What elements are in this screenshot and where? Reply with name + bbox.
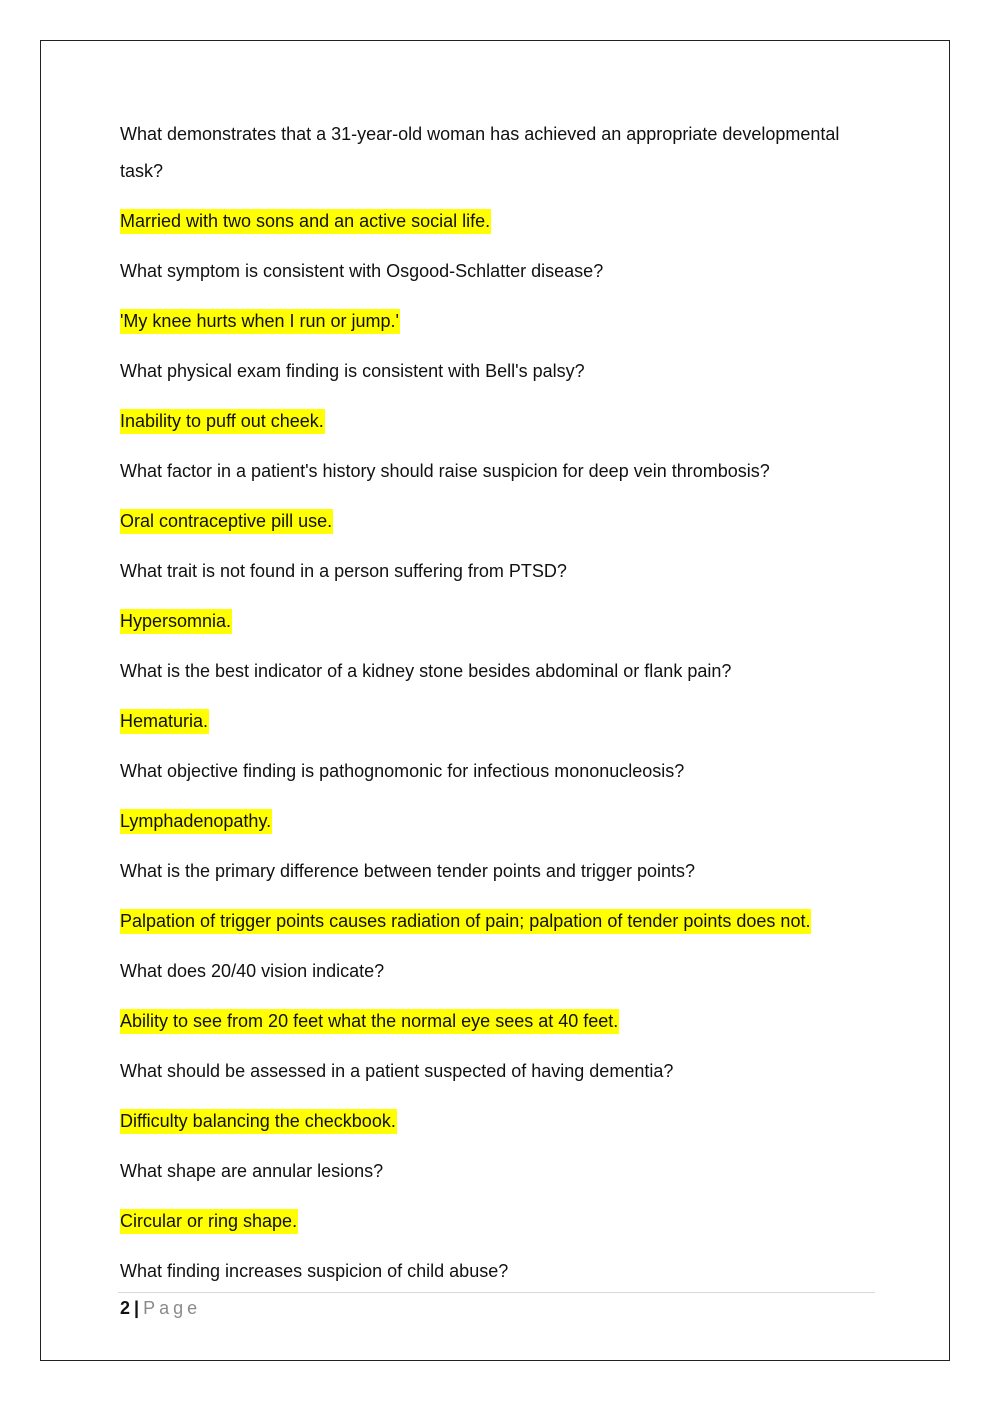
answer-text (120, 203, 880, 240)
question-text: What trait is not found in a person suffering from PTSD? (120, 561, 567, 581)
answer-text (120, 1103, 880, 1140)
question-text: What physical exam finding is consistent with Bell's palsy? (120, 361, 585, 381)
page-footer (120, 1296, 201, 1320)
answer-highlight: Circular or ring shape. (120, 1209, 298, 1234)
answer-highlight: Married with two sons and an active social life. (120, 209, 491, 234)
footer-divider (118, 1292, 875, 1293)
answer-highlight: Hematuria. (120, 709, 209, 734)
answer-highlight: 'My knee hurts when I run or jump.' (120, 309, 400, 334)
answer-text (120, 703, 880, 740)
page-label: Page (143, 1298, 202, 1318)
question-text: What factor in a patient's history should raise suspicion for deep vein thrombosis? (120, 461, 770, 481)
page-number: 2 (120, 1298, 131, 1318)
question-text: What finding increases suspicion of child abuse? (120, 1261, 509, 1281)
answer-text (120, 903, 880, 940)
answer-highlight: Inability to puff out cheek. (120, 409, 325, 434)
question-text: What should be assessed in a patient suspected of having dementia? (120, 1061, 674, 1081)
answer-highlight: Difficulty balancing the checkbook. (120, 1109, 397, 1134)
answer-text (120, 803, 880, 840)
question-text: What does 20/40 vision indicate? (120, 961, 385, 981)
question-text: What is the primary difference between tender points and trigger points? (120, 861, 695, 881)
question-text: What is the best indicator of a kidney stone besides abdominal or flank pain? (120, 661, 732, 681)
question-text: What objective finding is pathognomonic for infectious mononucleosis? (120, 761, 685, 781)
question-text: What symptom is consistent with Osgood-Schlatter disease? (120, 261, 604, 281)
footer-separator: | (134, 1298, 140, 1318)
answer-highlight: Ability to see from 20 feet what the normal eye sees at 40 feet. (120, 1009, 619, 1034)
answer-text (120, 503, 880, 540)
answer-text (120, 303, 880, 340)
answer-highlight: Lymphadenopathy. (120, 809, 272, 834)
document-body (120, 116, 880, 1303)
answer-highlight: Oral contraceptive pill use. (120, 509, 333, 534)
answer-highlight: Palpation of trigger points causes radiation of pain; palpation of tender points does not. (120, 909, 811, 934)
answer-text (120, 603, 880, 640)
answer-text (120, 1003, 880, 1040)
question-text: What demonstrates that a 31-year-old woman has achieved an appropriate developmental task? (120, 124, 840, 181)
answer-text (120, 403, 880, 440)
answer-highlight: Hypersomnia. (120, 609, 232, 634)
answer-text (120, 1203, 880, 1240)
question-text: What shape are annular lesions? (120, 1161, 384, 1181)
